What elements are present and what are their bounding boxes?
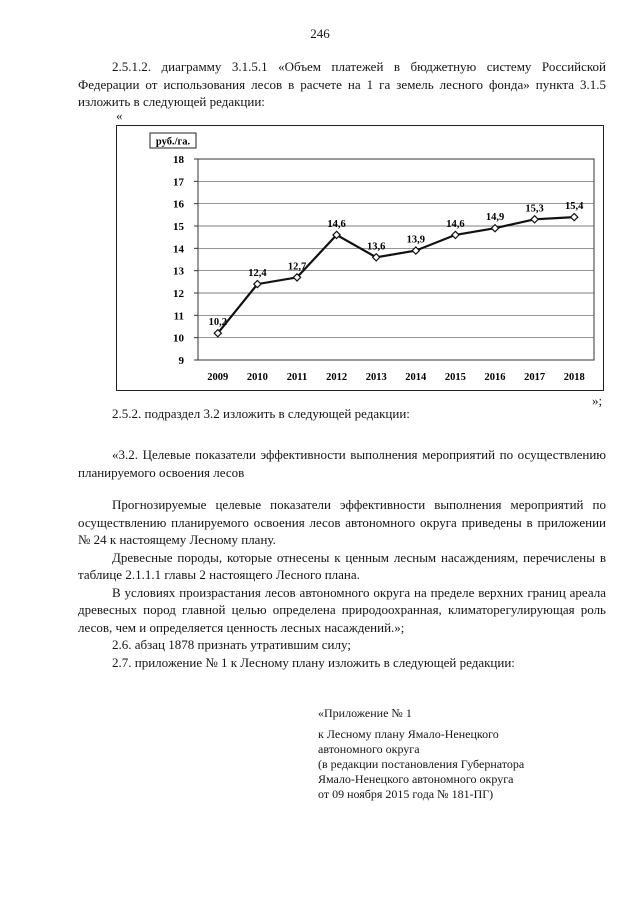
x-tick-label-2018: 2018 <box>563 372 585 383</box>
y-tick-label-15: 15 <box>173 221 184 233</box>
y-tick-label-13: 13 <box>173 265 184 278</box>
paragraph-conditions: В условиях произрастания лесов автономного округа на пределе верхних границ ареала древесных пород главной целью определена природоохранная, климаторегулирующая роль лесов, чем и определяется ценность лесных насаждений.»; <box>78 584 606 635</box>
appendix-line-1: к Лесному плану Ямало-Ненецкого <box>318 727 499 741</box>
x-tick-label-2014: 2014 <box>405 372 427 383</box>
y-tick-label-9: 9 <box>178 355 184 367</box>
data-label-2015: 14,6 <box>446 218 465 230</box>
section-252-text: 2.5.2. подраздел 3.2 изложить в следующей редакции: <box>112 406 410 421</box>
section-2512-text: 2.5.1.2. диаграмму 3.1.5.1 «Объем платежей в бюджетную систему Российской Федерации от использования лесов в расчете на 1 га земель лесного фонда» пункта 3.1.5 изложить в следующей редакции: <box>78 59 606 109</box>
data-label-2014: 13,9 <box>406 234 425 246</box>
paragraph-2-6: 2.6. абзац 1878 признать утратившим силу; <box>112 637 351 652</box>
paragraph-targets: Прогнозируемые целевые показатели эффективности выполнения мероприятий по осуществлению планируемого освоения лесов автономного округа приведены в приложении № 24 к настоящему Лесному плану. <box>78 497 606 547</box>
y-tick-label-17: 17 <box>173 176 184 189</box>
appendix-line-2: автономного округа <box>318 742 420 756</box>
data-label-2016: 14,9 <box>485 212 505 224</box>
appendix-title: «Приложение № 1 <box>318 706 412 720</box>
data-label-2017: 15,3 <box>525 203 544 215</box>
section-2512-paragraph <box>78 58 606 111</box>
section-32-title-text: «3.2. Целевые показатели эффективности выполнения мероприятий по осуществлению планируемого освоения лесов <box>78 447 606 480</box>
y-tick-label-12: 12 <box>173 288 184 300</box>
data-label-2011: 12,7 <box>287 261 307 273</box>
x-tick-label-2011: 2011 <box>286 372 308 383</box>
x-tick-label-2015: 2015 <box>444 372 466 383</box>
x-tick-label-2013: 2013 <box>365 372 387 383</box>
paragraph-valuable-species: Древесные породы, которые отнесены к ценным лесным насаждениям, перечислены в таблице 2.1.1.1 главы 2 настоящего Лесного плана. <box>78 549 606 582</box>
y-tick-label-11: 11 <box>173 310 184 323</box>
appendix-line-5: от 09 ноября 2015 года № 181-ПГ) <box>318 787 494 801</box>
paragraph-2-7: 2.7. приложение № 1 к Лесному плану изложить в следующей редакции: <box>112 654 515 670</box>
payments-per-hectare-chart <box>116 125 604 391</box>
open-quote: « <box>116 108 123 123</box>
section-32-title <box>78 446 606 481</box>
data-label-2018: 15,4 <box>565 201 584 213</box>
x-tick-label-2009: 2009 <box>207 372 229 383</box>
appendix-line-3: (в редакции постановления Губернатора <box>318 757 525 771</box>
data-label-2012: 14,6 <box>327 218 346 230</box>
body-paragraphs <box>78 496 606 671</box>
x-tick-label-2012: 2012 <box>326 372 348 383</box>
unit-label: руб./га. <box>155 136 191 148</box>
data-label-2010: 12,4 <box>248 268 267 280</box>
x-tick-label-2010: 2010 <box>246 372 268 383</box>
appendix-line-4: Ямало-Ненецкого автономного округа <box>318 772 514 786</box>
y-tick-label-16: 16 <box>173 198 184 211</box>
y-tick-label-18: 18 <box>173 154 184 166</box>
page-number: 246 <box>310 26 330 41</box>
chart-frame <box>117 126 604 391</box>
y-tick-label-14: 14 <box>173 243 184 256</box>
y-tick-label-10: 10 <box>173 332 184 345</box>
data-label-2013: 13,6 <box>367 241 386 253</box>
data-label-2009: 10,2 <box>208 317 227 329</box>
x-tick-label-2016: 2016 <box>484 372 506 383</box>
close-quote: »; <box>592 393 603 408</box>
appendix-details <box>318 727 608 802</box>
x-tick-label-2017: 2017 <box>524 372 546 383</box>
section-252-paragraph <box>78 405 606 423</box>
